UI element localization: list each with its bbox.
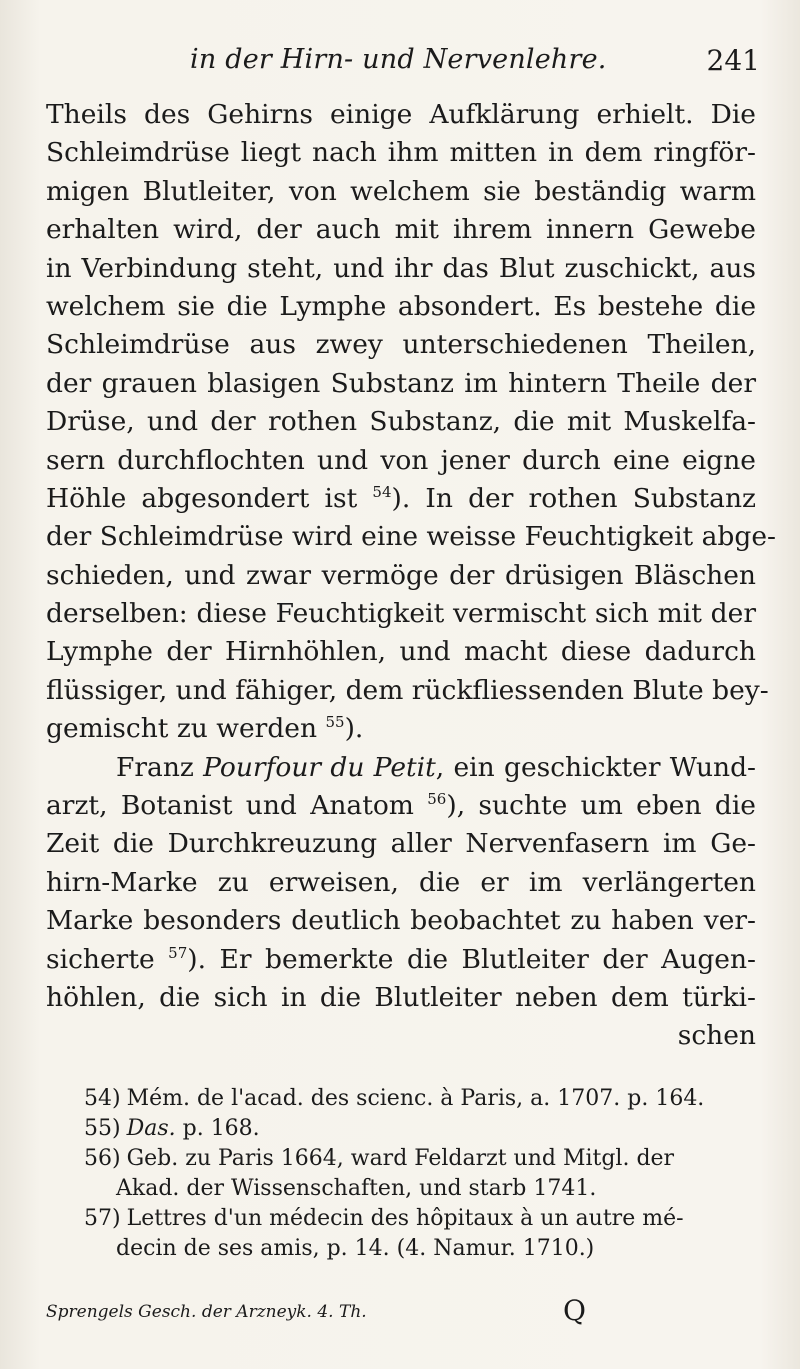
footnote-text: Mém. de l'acad. des scienc. à Paris, a. 1707. p. 164.: [126, 1086, 705, 1111]
footnote-text: Geb. zu Paris 1664, ward Feldarzt und Mitgl. der: [126, 1146, 675, 1171]
text-line: Drüse, und der rothen Substanz, die mit Muskelfa-: [46, 406, 756, 438]
text-line: [46, 710, 756, 748]
footnote-ref: 54: [372, 483, 392, 502]
text-segment: ). In der rothen Substanz: [391, 482, 757, 514]
text-line: in Verbindung steht, und ihr das Blut zuschickt, aus: [46, 252, 756, 284]
footnote-marker: 55): [84, 1116, 121, 1141]
footnote: [84, 1144, 758, 1204]
footnote-ref: 57: [168, 943, 188, 962]
main-text: [46, 96, 776, 1056]
text-segment: ). Er bemerkte die Blutleiter der Augen-: [187, 943, 756, 975]
person-name: Pourfour du Petit: [203, 751, 436, 783]
text-line: [46, 941, 756, 979]
page-number: 241: [706, 44, 760, 77]
running-head: in der Hirn- und Nervenlehre.: [190, 44, 607, 75]
text-line: migen Blutleiter, von welchem sie beständig warm: [46, 175, 756, 207]
text-line: sern durchflochten und von jener durch eine eigne: [46, 444, 756, 476]
signature-line: [46, 1294, 766, 1330]
signature-text: Sprengels Gesch. der Arzneyk. 4. Th.: [46, 1302, 367, 1322]
text-line: welchem sie die Lymphe absondert. Es bestehe die: [46, 290, 756, 322]
footnote: [84, 1204, 758, 1264]
catchword: schen: [677, 1020, 756, 1052]
text-line: der Schleimdrüse wird eine weisse Feuchtigkeit abge-: [46, 521, 776, 553]
text-segment: ).: [344, 713, 364, 745]
footnote-text: p. 168.: [175, 1116, 260, 1141]
footnote: [84, 1114, 758, 1144]
signature-mark: Q: [563, 1294, 586, 1327]
text-segment: sicherte: [46, 943, 155, 975]
footnote-marker: 56): [84, 1146, 121, 1171]
text-line: Marke besonders deutlich beobachtet zu haben ver-: [46, 905, 756, 937]
text-line: Theils des Gehirns einige Aufklärung erhielt. Die: [46, 99, 756, 130]
text-line: höhlen, die sich in die Blutleiter neben dem türki-: [46, 981, 756, 1013]
text-line: Zeit die Durchkreuzung aller Nervenfasern im Ge-: [46, 828, 756, 860]
footnote-continuation: Akad. der Wissenschaften, und starb 1741.: [116, 1176, 597, 1201]
text-segment: Franz: [116, 751, 204, 783]
footnote-text: Lettres d'un médecin des hôpitaux à un autre mé-: [126, 1206, 684, 1231]
footnote-ref: 56: [427, 790, 447, 809]
text-segment: ), suchte um eben die: [446, 790, 756, 822]
text-line: [46, 480, 756, 518]
text-line: schieden, und zwar vermöge der drüsigen Bläschen: [46, 559, 756, 591]
text-segment: , ein geschickter Wund-: [435, 751, 756, 783]
footnote-abbrev: Das.: [126, 1116, 176, 1141]
footnote-ref: 55: [325, 713, 345, 732]
footnote-continuation: decin de ses amis, p. 14. (4. Namur. 1710.): [116, 1236, 595, 1261]
text-segment: gemischt zu werden: [46, 713, 318, 745]
text-line: derselben: diese Feuchtigkeit vermischt sich mit der: [46, 598, 756, 630]
text-line: [46, 787, 756, 825]
page-header: [0, 44, 800, 84]
footnote: [84, 1084, 758, 1114]
text-segment: arzt, Botanist und Anatom: [46, 790, 414, 822]
text-line: Schleimdrüse liegt nach ihm mitten in dem ringför-: [46, 137, 756, 169]
text-line: Schleimdrüse aus zwey unterschiedenen Theilen,: [46, 329, 756, 361]
text-line: der grauen blasigen Substanz im hintern Theile der: [46, 367, 756, 399]
text-segment: Höhle abgesondert ist: [46, 482, 358, 514]
text-line: hirn-Marke zu erweisen, die er im verlängerten: [46, 866, 756, 898]
text-line: erhalten wird, der auch mit ihrem innern Gewebe: [46, 214, 756, 246]
footnote-marker: 57): [84, 1206, 121, 1231]
text-line: flüssiger, und fähiger, dem rückfliessenden Blute bey-: [46, 674, 769, 706]
text-line: Lymphe der Hirnhöhlen, und macht diese dadurch: [46, 636, 756, 668]
text-line: [46, 749, 756, 787]
footnote-marker: 54): [84, 1086, 121, 1111]
footnotes: [84, 1084, 758, 1264]
